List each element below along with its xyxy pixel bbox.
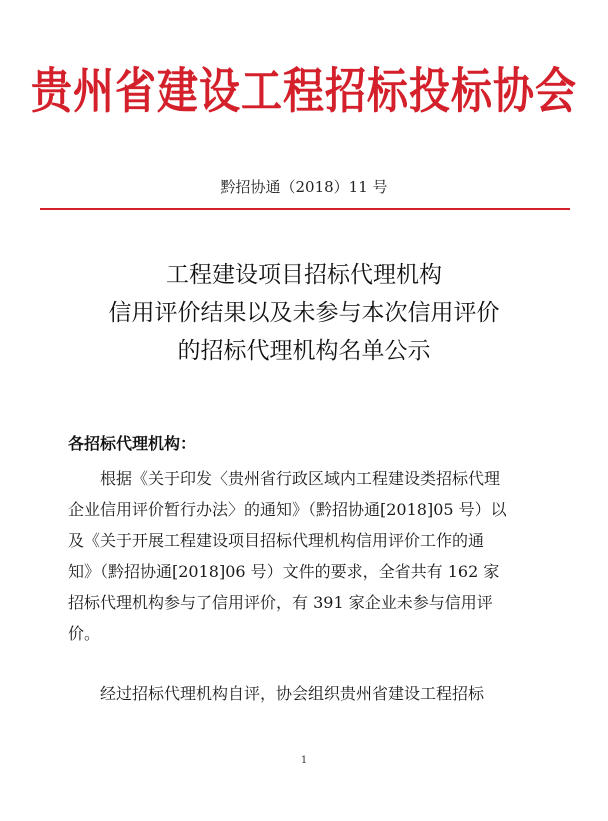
document-title xyxy=(0,256,608,370)
salutation: 各招标代理机构： xyxy=(68,434,197,453)
title-line-1: 工程建设项目招标代理机构 xyxy=(166,262,442,288)
body-paragraph-2 xyxy=(68,678,558,709)
title-line-2: 信用评价结果以及未参与本次信用评价 xyxy=(108,300,500,326)
paragraph-line: 价。 xyxy=(68,624,101,643)
red-divider-rule xyxy=(40,208,570,210)
page-number: 1 xyxy=(300,755,308,766)
document-number: 黔招协通（2018）11 号 xyxy=(220,178,388,196)
paragraph-line: 根据《关于印发〈贵州省行政区域内工程建设类招标代理 xyxy=(68,469,501,488)
paragraph-line: 知》（黔招协通[2018]06 号）文件的要求，全省共有 162 家 xyxy=(68,562,500,581)
paragraph-line: 企业信用评价暂行办法〉的通知》（黔招协通[2018]05 号）以 xyxy=(68,500,507,519)
body-paragraph-1 xyxy=(68,463,558,649)
title-line-3: 的招标代理机构名单公示 xyxy=(177,338,431,364)
paragraph-line: 及《关于开展工程建设项目招标代理机构信用评价工作的通 xyxy=(68,531,485,550)
letterhead-organization: 贵州省建设工程招标投标协会 xyxy=(31,62,577,120)
paragraph-line: 招标代理机构参与了信用评价，有 391 家企业未参与信用评 xyxy=(68,593,493,612)
paragraph-line: 经过招标代理机构自评，协会组织贵州省建设工程招标 xyxy=(68,684,485,703)
